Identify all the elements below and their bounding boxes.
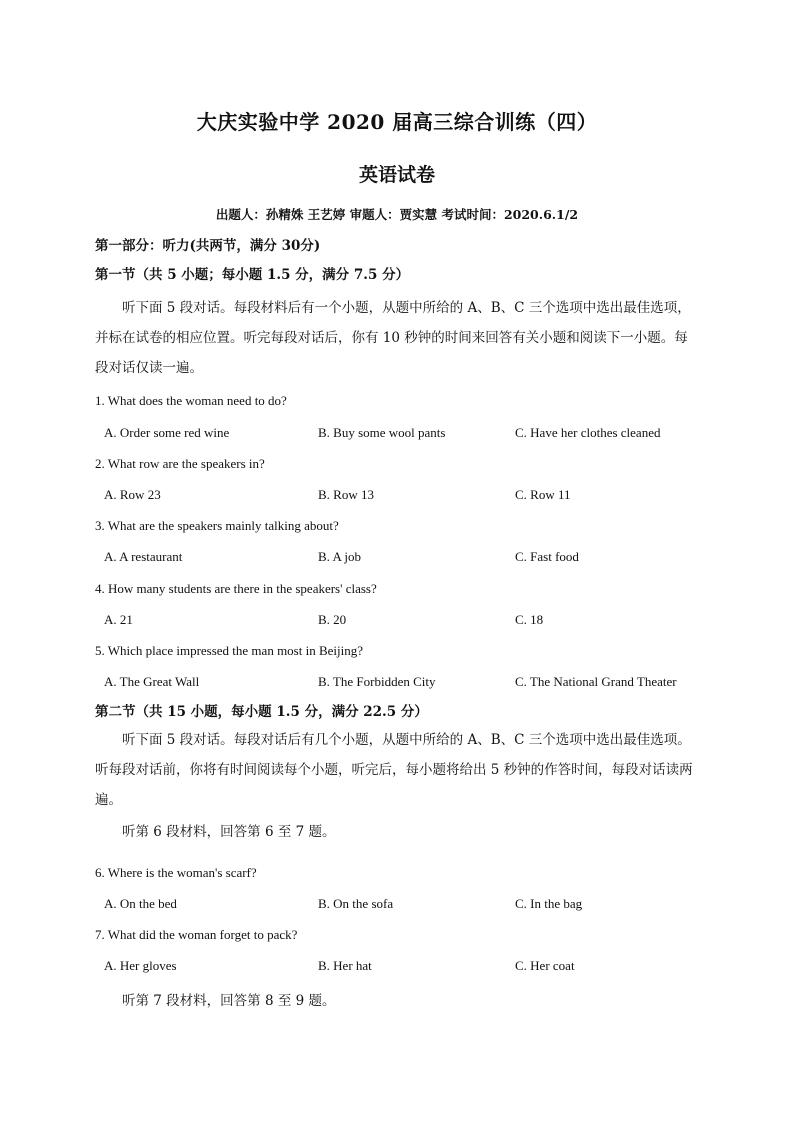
- section1-heading: 第一节（共 5 小题；每小题 1.5 分，满分 7.5 分）: [95, 267, 410, 283]
- option-a: A. Row 23: [104, 487, 161, 502]
- question-7: 7. What did the woman forget to pack?: [95, 927, 298, 942]
- question-3: 3. What are the speakers mainly talking about?: [95, 518, 339, 533]
- option-a: A. The Great Wall: [104, 674, 200, 689]
- option-b: B. On the sofa: [318, 896, 394, 911]
- option-a: A. A restaurant: [104, 549, 183, 564]
- option-b: B. Buy some wool pants: [318, 425, 446, 440]
- section1-instructions: 听下面 5 段对话。每段材料后有一个小题，从题中所给的 A、B、C 三个选项中选出最佳选项，并标在试卷的相应位置。听完每段对话后，你有 10 秒钟的时间来回答有关小题和阅读下一小题。每段对话仅读一遍。: [95, 300, 691, 376]
- option-c: C. In the bag: [515, 896, 583, 911]
- option-c: C. Have her clothes cleaned: [515, 425, 661, 440]
- option-b: B. The Forbidden City: [318, 674, 436, 689]
- option-c: C. Fast food: [515, 549, 579, 564]
- part1-heading: 第一部分：听力(共两节，满分 30分): [95, 238, 321, 254]
- question-4-options: [104, 612, 724, 630]
- section2-heading: 第二节（共 15 小题，每小题 1.5 分，满分 22.5 分）: [95, 704, 428, 720]
- option-b: B. A job: [318, 549, 361, 564]
- material-7-note: 听第 7 段材料，回答第 8 至 9 题。: [122, 993, 336, 1009]
- page-title: 大庆实验中学 2020 届高三综合训练（四）: [196, 110, 598, 134]
- question-4: 4. How many students are there in the speakers' class?: [95, 581, 377, 596]
- option-c: C. Her coat: [515, 958, 575, 973]
- option-a: A. On the bed: [104, 896, 177, 911]
- author-info: 出题人：孙精姝 王艺婷 审题人：贾实慧 考试时间：2020.6.1/2: [215, 207, 579, 222]
- option-c: C. The National Grand Theater: [515, 674, 677, 689]
- section2-instructions: 听下面 5 段对话。每段对话后有几个小题，从题中所给的 A、B、C 三个选项中选出最佳选项。听每段对话前，你将有时间阅读每个小题，听完后，每小题将给出 5 秒钟的作答时间，每段对话读两遍。: [95, 732, 693, 808]
- question-5: 5. Which place impressed the man most in Beijing?: [95, 643, 364, 658]
- question-5-options: [104, 674, 724, 692]
- page-subtitle: 英语试卷: [358, 164, 435, 186]
- option-a: A. 21: [104, 612, 133, 627]
- option-a: A. Her gloves: [104, 958, 177, 973]
- question-2: 2. What row are the speakers in?: [95, 456, 265, 471]
- option-b: B. 20: [318, 612, 347, 627]
- option-b: B. Row 13: [318, 487, 374, 502]
- option-c: C. Row 11: [515, 487, 571, 502]
- material-6-note: 听第 6 段材料，回答第 6 至 7 题。: [122, 824, 336, 840]
- option-a: A. Order some red wine: [104, 425, 230, 440]
- question-6: 6. Where is the woman's scarf?: [95, 865, 257, 880]
- question-3-options: [104, 549, 724, 567]
- option-c: C. 18: [515, 612, 544, 627]
- question-7-options: [104, 958, 724, 976]
- question-6-options: [104, 896, 724, 914]
- option-b: B. Her hat: [318, 958, 372, 973]
- question-1-options: [104, 425, 724, 443]
- question-1: 1. What does the woman need to do?: [95, 393, 287, 408]
- question-2-options: [104, 487, 724, 505]
